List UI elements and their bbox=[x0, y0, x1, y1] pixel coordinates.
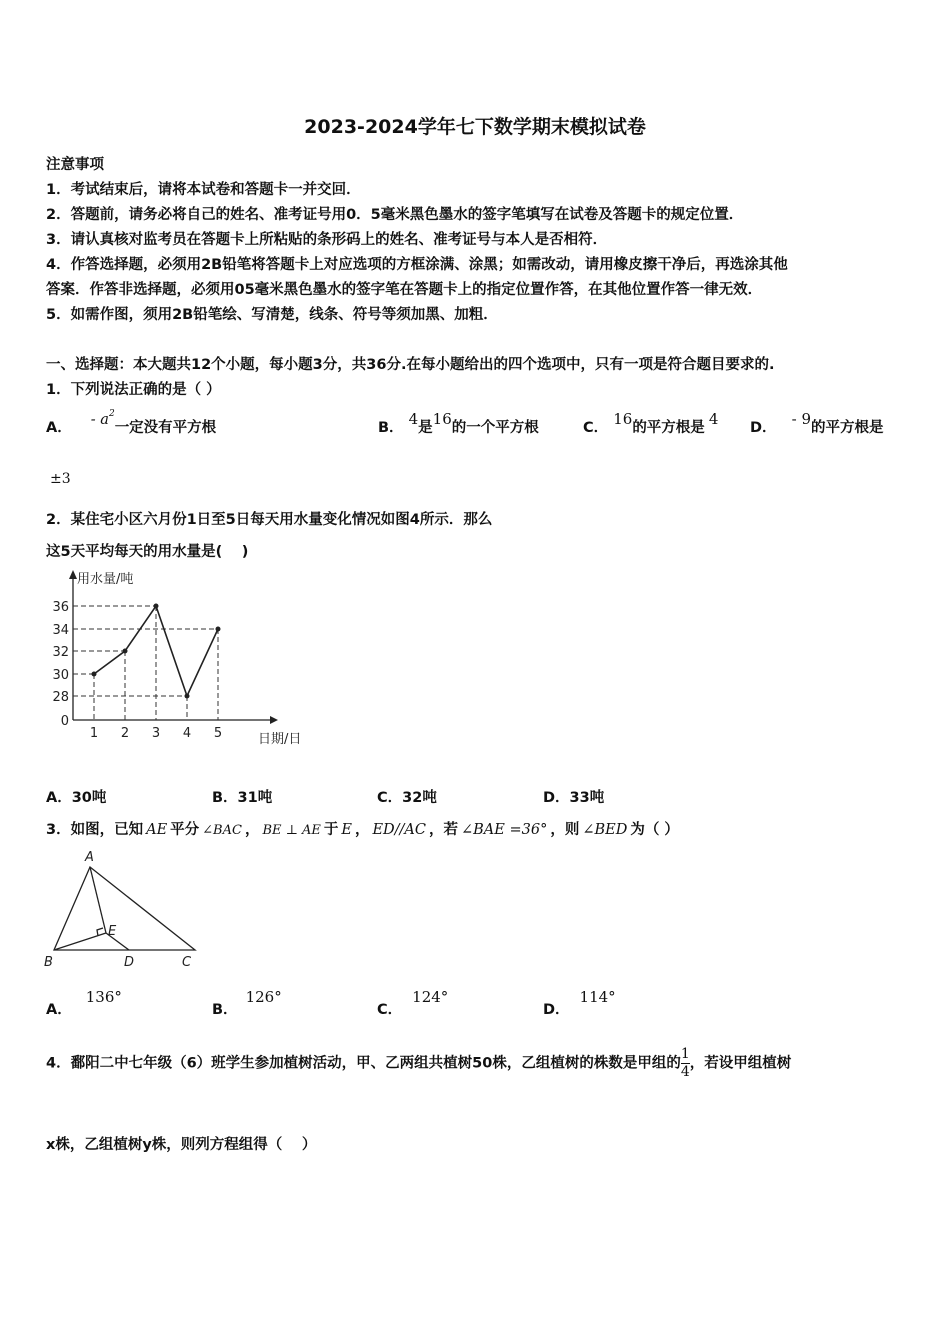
q2-option-b: B．31吨 bbox=[212, 790, 273, 806]
x-tick-label: 2 bbox=[120, 726, 130, 741]
label-a: A bbox=[85, 850, 94, 865]
q1-option-c: C． 16的平方根是 4 bbox=[583, 410, 719, 436]
note-item: 答案．作答非选择题，必须用05毫米黑色墨水的签字笔在答题卡上的指定位置作答，在其他位置作答一律无效． bbox=[46, 282, 763, 298]
x-tick-label: 5 bbox=[213, 726, 223, 741]
x-tick-label: 4 bbox=[182, 726, 192, 741]
q1-option-d: D． - 9的平方根是 bbox=[750, 410, 884, 436]
y-tick-label: 32 bbox=[52, 645, 69, 660]
page-title: 2023-2024学年七下数学期末模拟试卷 bbox=[304, 116, 646, 138]
q1-option-d-continued: ±3 bbox=[50, 471, 71, 487]
y-tick-label: 28 bbox=[52, 690, 69, 705]
question-2-stem: 2．某住宅小区六月份1日至5日每天用水量变化情况如图4所示．那么 bbox=[46, 512, 493, 528]
label-b: B bbox=[44, 955, 53, 970]
q2-option-c: C．32吨 bbox=[377, 790, 437, 806]
y-tick-label: 36 bbox=[52, 600, 69, 615]
note-item: 4．作答选择题，必须用2B铅笔将答题卡上对应选项的方框涂满、涂黑；如需改动，请用橡皮擦干净后，再选涂其他 bbox=[46, 257, 788, 273]
data-point bbox=[92, 672, 97, 677]
x-tick-label: 3 bbox=[151, 726, 161, 741]
y-axis-label: 用水量/吨 bbox=[77, 572, 134, 587]
data-point bbox=[123, 649, 128, 654]
notes-heading: 注意事项 bbox=[46, 157, 104, 173]
q3-option-d: D．114° bbox=[543, 988, 616, 1018]
note-item: 3．请认真核对监考员在答题卡上所粘贴的条形码上的姓名、准考证号与本人是否相符． bbox=[46, 232, 608, 248]
label-e: E bbox=[108, 924, 117, 939]
q2-option-a: A．30吨 bbox=[46, 790, 107, 806]
question-2-stem-cont: 这5天平均每天的用水量是( ) bbox=[46, 544, 249, 560]
y-tick-label: 34 bbox=[52, 623, 69, 638]
q1-option-b: B． 4是16的一个平方根 bbox=[378, 410, 539, 436]
x-tick-label: 1 bbox=[89, 726, 99, 741]
data-point bbox=[216, 627, 221, 632]
q3-option-b: B．126° bbox=[212, 988, 282, 1018]
fraction-one-quarter: $\frac{1}{4}$ bbox=[680, 1046, 690, 1080]
q2-option-d: D．33吨 bbox=[543, 790, 605, 806]
q1-option-a: A． - $a^2$一定没有平方根 bbox=[46, 409, 217, 436]
question-1-stem: 1．下列说法正确的是（ ） bbox=[46, 382, 221, 398]
note-item: 5．如需作图，须用2B铅笔绘、写清楚，线条、符号等须加黑、加粗． bbox=[46, 307, 498, 323]
note-item: 2．答题前，请务必将自己的姓名、准考证号用0．5毫米黑色墨水的签字笔填写在试卷及答题卡的规定位置． bbox=[46, 207, 744, 223]
data-point bbox=[185, 694, 190, 699]
y-axis-arrow bbox=[69, 570, 77, 579]
label-c: C bbox=[182, 955, 192, 970]
label-d: D bbox=[124, 955, 135, 970]
question-3-stem: 3．如图，已知 AE 平分 ∠BAC ， BE ⊥ AE 于 E ， ED//AC ，若 ∠BAE =36° ，则 ∠BED 为（ ） bbox=[46, 822, 679, 838]
water-usage-chart bbox=[40, 565, 330, 755]
section-heading: 一、选择题：本大题共12个小题，每小题3分，共36分.在每小题给出的四个选项中，只有一项是符合题目要求的. bbox=[46, 357, 775, 373]
x-axis-arrow bbox=[270, 716, 278, 724]
x-axis-label: 日期/日 bbox=[258, 732, 302, 747]
q3-option-a: A．136° bbox=[46, 988, 122, 1018]
question-4-stem-cont: x株，乙组植树y株，则列方程组得（ ） bbox=[46, 1137, 317, 1153]
y-tick-label: 0 bbox=[60, 714, 69, 729]
triangle-figure bbox=[40, 845, 210, 975]
question-4-stem: 4．鄱阳二中七年级（6）班学生参加植树活动，甲、乙两组共植树50株，乙组植树的株数是甲组的 $\frac{1}{4}$ ，若设甲组植树 bbox=[46, 1046, 792, 1080]
note-item: 1．考试结束后，请将本试卷和答题卡一并交回． bbox=[46, 182, 361, 198]
data-point bbox=[154, 604, 159, 609]
q3-option-c: C．124° bbox=[377, 988, 449, 1018]
y-tick-label: 30 bbox=[52, 668, 69, 683]
